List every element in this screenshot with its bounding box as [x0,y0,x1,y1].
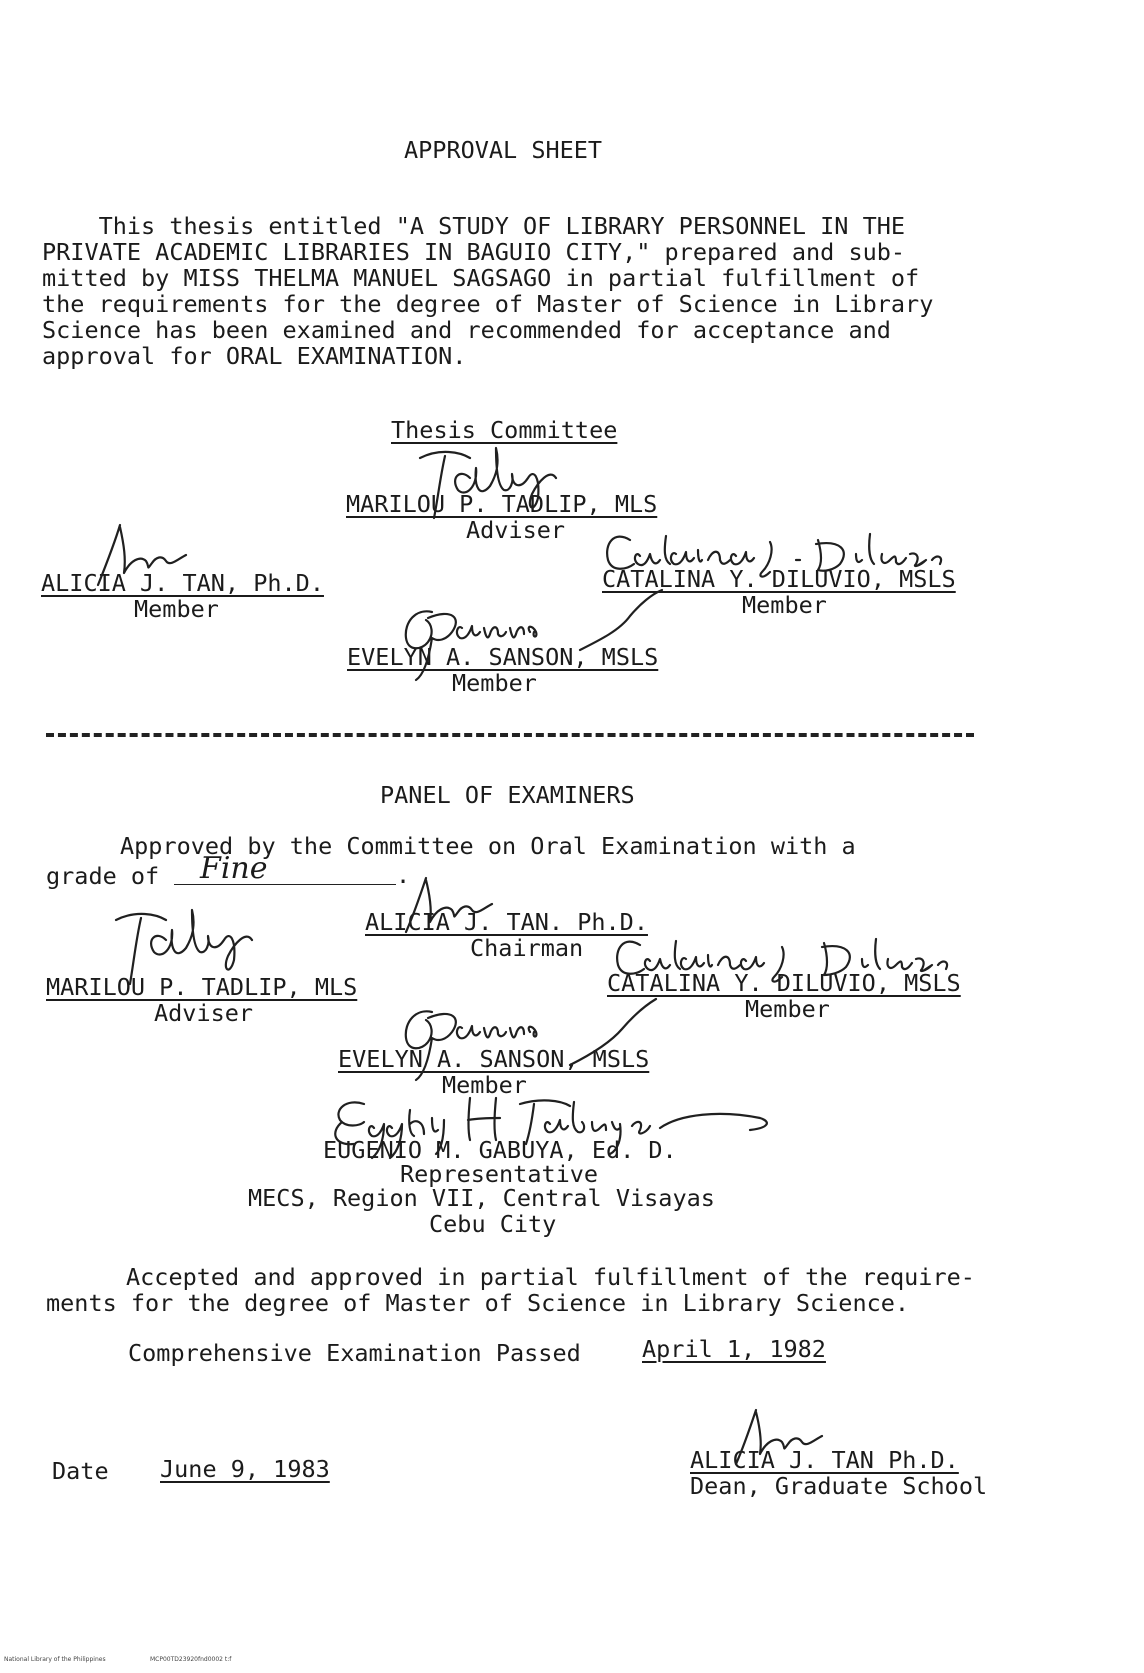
footer-code: MCP00TD23920fnd0002 t:f [150,1656,232,1663]
dean-name: ALICIA J. TAN Ph.D. [690,1446,959,1474]
representative-name: EUGENIO M. GABUYA, Ed. D. [323,1136,677,1164]
body-line-1: This thesis entitled "A STUDY OF LIBRARY PERSONNEL IN THE [42,212,906,240]
panel-approved-line2: grade of [46,862,160,890]
panel-member2-name: EVELYN A. SANSON, MSLS [338,1045,650,1073]
committee-member3-name: EVELYN A. SANSON, MSLS [347,643,659,671]
panel-member1-name: CATALINA Y. DILUVIO, MSLS [607,969,961,997]
panel-chairman-role: Chairman [470,934,584,962]
panel-member1-role: Member [745,995,830,1023]
footer-library: National Library of the Philippines [4,1656,106,1663]
committee-member1-name: ALICIA J. TAN, Ph.D. [41,569,324,597]
committee-member1-role: Member [134,595,219,623]
representative-city: Cebu City [429,1210,557,1238]
committee-member2-role: Member [742,591,827,619]
page-title: APPROVAL SHEET [404,136,603,164]
body-line-4: the requirements for the degree of Master of Science in Library [42,290,934,318]
representative-role: Representative [400,1160,599,1188]
body-line-2: PRIVATE ACADEMIC LIBRARIES IN BAGUIO CITY," prepared and sub- [42,238,906,266]
grade-period: . [396,861,411,889]
panel-approved-line1: Approved by the Committee on Oral Examination with a [120,832,856,860]
panel-adviser-name: MARILOU P. TADLIP, MLS [46,973,358,1001]
accepted-line2: ments for the degree of Master of Science in Library Science. [46,1289,910,1317]
grade-handwritten: Fine [200,851,268,886]
accepted-line1: Accepted and approved in partial fulfillment of the require- [126,1263,975,1291]
comprehensive-date: April 1, 1982 [642,1335,826,1363]
dean-role: Dean, Graduate School [690,1472,988,1500]
committee-adviser-role: Adviser [466,516,566,544]
panel-chairman-name: ALICIA J. TAN. Ph.D. [365,908,648,936]
panel-adviser-role: Adviser [154,999,254,1027]
body-line-3: mitted by MISS THELMA MANUEL SAGSAGO in partial fulfillment of [42,264,920,292]
date-label: Date [52,1457,109,1485]
panel-heading: PANEL OF EXAMINERS [380,781,635,809]
body-line-6: approval for ORAL EXAMINATION. [42,342,467,370]
date-value: June 9, 1983 [160,1455,330,1483]
representative-office: MECS, Region VII, Central Visayas [248,1184,715,1212]
section-divider [46,733,974,737]
committee-member3-role: Member [452,669,537,697]
comprehensive-label: Comprehensive Examination Passed [128,1339,581,1367]
panel-member2-role: Member [442,1071,527,1099]
committee-adviser-name: MARILOU P. TADLIP, MLS [346,490,658,518]
committee-heading: Thesis Committee [391,416,618,444]
committee-member2-name: CATALINA Y. DILUVIO, MSLS [602,565,956,593]
body-line-5: Science has been examined and recommended for acceptance and [42,316,891,344]
